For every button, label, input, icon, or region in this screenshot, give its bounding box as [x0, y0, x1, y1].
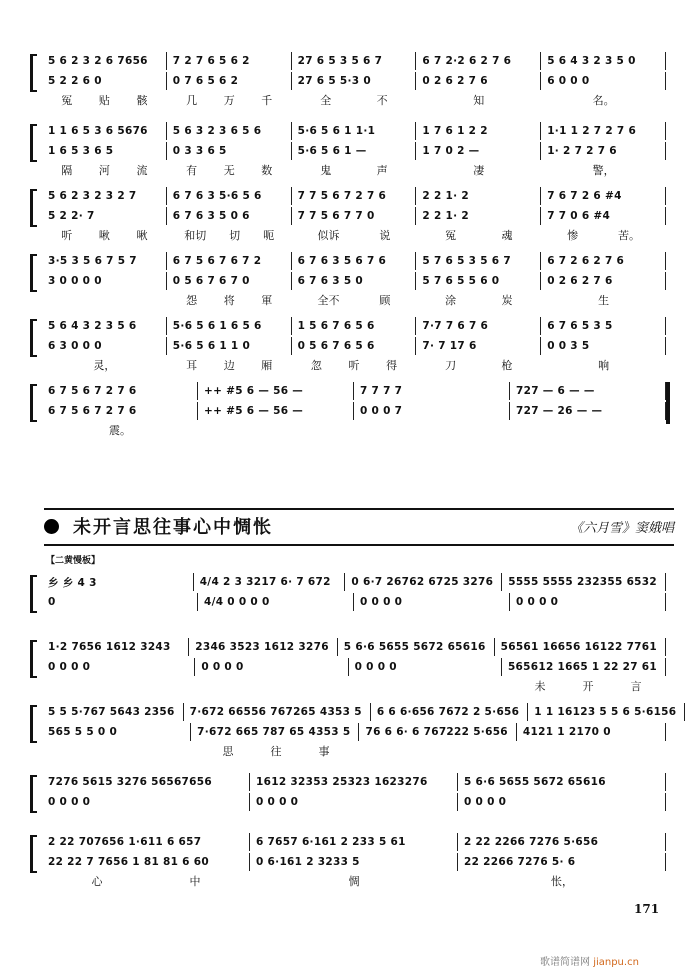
measure: 1·2 7656 1612 3243 [42, 638, 189, 656]
lyrics-line [42, 743, 666, 759]
measure: 6 7 2 6 2 7 6 [541, 252, 666, 270]
lyric-text: 冤 魂 [445, 229, 513, 242]
lyric-text: 惆 [348, 875, 360, 888]
measure: 5 6 2 3 2 3 2 7 [42, 187, 167, 205]
measure: 5 7 6 5 5 6 0 [416, 272, 541, 290]
system-brace [30, 640, 37, 678]
measure: 0 0 0 0 [458, 793, 666, 811]
lyric-text: 未 开 言 [534, 680, 642, 693]
measure: 1 1 16123 5 5 6 5·6156 [528, 703, 685, 721]
measure: 3 0 0 0 0 [42, 272, 167, 290]
measure: 7·672 66556 767265 4353 5 [184, 703, 371, 721]
measure: 0 0 0 0 [42, 793, 250, 811]
measure: 2 2 1· 2 [416, 187, 541, 205]
lower-staff [42, 593, 666, 611]
measure: 0 0 0 0 [354, 593, 510, 611]
lyric-text: 听 啾 啾 [61, 229, 148, 242]
measure: 7 7 5 6 7 2 7 6 [292, 187, 417, 205]
system-brace [30, 705, 37, 743]
watermark [540, 953, 639, 968]
measure: 0 0 0 0 [510, 593, 666, 611]
measure: 0 6·7 26762 6725 3276 [345, 573, 502, 591]
measure: 2 22 707656 1·611 6 657 [42, 833, 250, 851]
lyric-text: 惨 苦。 [567, 229, 641, 242]
measure: 7·7 7 6 7 6 [416, 317, 541, 335]
lower-staff [42, 142, 666, 160]
lower-staff [42, 72, 666, 90]
measure: 5·6 5 6 1 1 0 [167, 337, 292, 355]
upper-staff [42, 187, 666, 205]
system-brace [30, 384, 37, 422]
upper-staff [42, 703, 677, 721]
lyric-text: 生 [598, 294, 610, 307]
lyric-text [510, 613, 666, 629]
measure: 1 5 6 7 6 5 6 [292, 317, 417, 335]
upper-staff [42, 573, 666, 591]
lyric-text: 名。 [592, 94, 615, 107]
lower-staff [42, 207, 666, 225]
lyric-text: 全不 顾 [317, 294, 391, 307]
upper-staff [42, 252, 666, 270]
measure: 6 7 2·2 6 2 7 6 [416, 52, 541, 70]
system-brace [30, 775, 37, 813]
measure: 0 2 6 2 7 6 [541, 272, 666, 290]
measure: 6 7 6 3 5·6 5 6 [167, 187, 292, 205]
measure: 6 7657 6·161 2 233 5 61 [250, 833, 458, 851]
measure: 5·6 5 6 1 — [292, 142, 417, 160]
system-brace [30, 319, 37, 357]
lyric-text: 震。 [109, 424, 131, 437]
upper-staff [42, 773, 666, 791]
lyric-text: 凄 [473, 164, 485, 177]
measure: 7 7 7 7 [354, 382, 510, 400]
upper-staff [42, 638, 666, 656]
lyrics-line [42, 873, 666, 889]
lyric-text [42, 743, 198, 759]
measure: 56561 16656 16122 7761 [495, 638, 666, 656]
measure: 7· 7 17 6 [416, 337, 541, 355]
lyric-text [458, 813, 666, 829]
lyric-text: 响 [598, 359, 610, 372]
measure: 27 6 5 3 5 6 7 [292, 52, 417, 70]
lyrics-line [42, 162, 666, 178]
lyric-text [250, 813, 458, 829]
measure: 7 7 0 6 #4 [541, 207, 666, 225]
lyric-text: 刀 枪 [445, 359, 513, 372]
measure: 5·6 5 6 1 1·1 [292, 122, 417, 140]
lyrics-line [42, 227, 666, 243]
measure: 5 5 5·767 5643 2356 [42, 703, 184, 721]
measure: 6 6 6·656 7672 2 5·656 [371, 703, 528, 721]
measure: 7 6 7 2 6 #4 [541, 187, 666, 205]
measure: ++ #5 6 — 56 — [198, 382, 354, 400]
system-brace [30, 575, 37, 613]
measure: 727 — 26 — — [510, 402, 666, 420]
measure: 6 7 6 5 3 5 [541, 317, 666, 335]
measure: 5 6·6 5655 5672 65616 [458, 773, 666, 791]
measure: 565612 1665 1 22 27 61 [502, 658, 666, 676]
lyric-text: 怨 将 軍 [186, 294, 273, 307]
measure: 6 7 5 6 7 6 7 2 [167, 252, 292, 270]
lyric-text [510, 743, 666, 759]
measure: 4/4 2 3 3217 6· 7 672 [194, 573, 346, 591]
measure: 5 2 2· 7 [42, 207, 167, 225]
measure: 0 5 6 7 6 5 6 [292, 337, 417, 355]
lyrics-line [42, 613, 666, 629]
lyric-text [42, 813, 250, 829]
lyric-text: 鬼 声 [320, 164, 388, 177]
system-brace [30, 254, 37, 292]
lyric-text: 耳 边 厢 [186, 359, 273, 372]
measure: 1 7 6 1 2 2 [416, 122, 541, 140]
measure: 1·1 1 2 7 2 7 6 [541, 122, 666, 140]
lyric-text: 忽 听 得 [310, 359, 398, 372]
measure: 7 7 5 6 7 7 0 [292, 207, 417, 225]
final-double-barline [666, 382, 670, 424]
lower-staff [42, 337, 666, 355]
system-brace [30, 54, 37, 92]
lyric-text [354, 678, 510, 694]
lower-staff [42, 402, 666, 420]
measure: 0 0 0 0 [42, 658, 195, 676]
measure: 6 3 0 0 0 [42, 337, 167, 355]
lower-staff [42, 272, 666, 290]
lyric-text: 和切 切 呃 [184, 229, 275, 242]
lyric-text: 知 [473, 94, 485, 107]
measure: 3·5 3 5 6 7 5 7 [42, 252, 167, 270]
lyric-text: 心 中 [91, 875, 201, 888]
measure: 7 2 7 6 5 6 2 [167, 52, 292, 70]
measure: 565 5 5 0 0 [42, 723, 191, 741]
piece-title-bar [44, 511, 674, 541]
lyric-text: 冤 贴 骸 [61, 94, 148, 107]
measure: 5 6 2 3 2 6 7656 [42, 52, 167, 70]
measure: 乡 乡 4 3 [42, 573, 194, 591]
score-system [34, 252, 666, 310]
score-system [34, 122, 666, 180]
lyric-text: 涂 炭 [445, 294, 513, 307]
measure: 5 6 4 3 2 3 5 6 [42, 317, 167, 335]
score-system [34, 833, 666, 891]
upper-staff [42, 382, 666, 400]
lyric-text: 警， [592, 164, 615, 177]
measure: 6 7 6 3 5 0 6 [167, 207, 292, 225]
measure: 7276 5615 3276 56567656 [42, 773, 250, 791]
lyrics-line [42, 357, 666, 373]
measure: 22 22 7 7656 1 81 81 6 60 [42, 853, 250, 871]
upper-staff [42, 317, 666, 335]
page-number: 171 [634, 902, 660, 916]
measure: 0 5 6 7 6 7 0 [167, 272, 292, 290]
measure: 5 6·6 5655 5672 65616 [338, 638, 495, 656]
lyrics-line [42, 813, 666, 829]
upper-staff [42, 833, 666, 851]
lyric-text [354, 743, 510, 759]
lower-staff [42, 853, 666, 871]
measure: 5 7 6 5 3 5 6 7 [416, 252, 541, 270]
lyric-text: 几 万 千 [186, 94, 273, 107]
system-brace [30, 835, 37, 873]
lyric-text: 有 无 数 [186, 164, 273, 177]
measure: 0 0 0 0 [250, 793, 458, 811]
piece-source: 《六月雪》窦娥唱 [569, 520, 674, 536]
lyric-text [198, 613, 354, 629]
section-bottom-rule [44, 544, 674, 546]
measure: ++ #5 6 — 56 — [198, 402, 354, 420]
measure: 6 0 0 0 [541, 72, 666, 90]
lyric-text [42, 678, 198, 694]
measure: 0 0 0 0 [195, 658, 348, 676]
lower-staff [42, 793, 666, 811]
measure: 5·6 5 6 1 6 5 6 [167, 317, 292, 335]
measure: 6 7 6 3 5 0 [292, 272, 417, 290]
lyric-text: 似诉 说 [317, 229, 391, 242]
system-brace [30, 124, 37, 162]
upper-staff [42, 122, 666, 140]
lyric-text [198, 678, 354, 694]
lyrics-line [42, 292, 666, 308]
measure: 2 22 2266 7276 5·656 [458, 833, 666, 851]
measure: 2346 3523 1612 3276 [189, 638, 338, 656]
score-system [34, 382, 666, 440]
measure: 5555 5555 232355 6532 [502, 573, 666, 591]
measure: 0 6·161 2 3233 5 [250, 853, 458, 871]
measure: 4121 1 2170 0 [517, 723, 666, 741]
score-system [34, 52, 666, 110]
score-system [34, 703, 677, 761]
measure: 6 7 5 6 7 2 7 6 [42, 402, 198, 420]
measure: 0 [42, 593, 198, 611]
measure: 7·672 665 787 65 4353 5 [191, 723, 359, 741]
lyric-text: 怅， [551, 875, 573, 888]
measure: 0 3 3 6 5 [167, 142, 292, 160]
upper-staff [42, 52, 666, 70]
measure: 5 2 2 6 0 [42, 72, 167, 90]
piece-title: 未开言思往事心中惆怅 [73, 517, 273, 538]
measure: 1 1 6 5 3 6 5676 [42, 122, 167, 140]
measure: 6 7 5 6 7 2 7 6 [42, 382, 198, 400]
measure: 0 0 0 0 [349, 658, 502, 676]
score-system [34, 187, 666, 245]
measure: 4/4 0 0 0 0 [198, 593, 354, 611]
measure: 1 7 0 2 — [416, 142, 541, 160]
lyrics-line [42, 678, 666, 694]
measure: 0 0 3 5 [541, 337, 666, 355]
measure: 22 2266 7276 5· 6 [458, 853, 666, 871]
score-system [34, 638, 666, 696]
measure: 76 6 6· 6 767222 5·656 [359, 723, 516, 741]
measure: 2 2 1· 2 [416, 207, 541, 225]
measure: 0 7 6 5 6 2 [167, 72, 292, 90]
system-brace [30, 189, 37, 227]
measure: 1· 2 7 2 7 6 [541, 142, 666, 160]
lyric-text: 灵， [93, 359, 116, 372]
lyric-text [42, 613, 198, 629]
lyric-text [42, 292, 167, 308]
lyric-text: 隔 河 流 [61, 164, 148, 177]
lyrics-line [42, 92, 666, 108]
bullet-icon [44, 519, 59, 534]
lyric-text: 全 不 [320, 94, 388, 107]
watermark-cn: 歌谱简谱网 [540, 957, 590, 968]
measure: 6 7 6 3 5 6 7 6 [292, 252, 417, 270]
lower-staff [42, 723, 666, 741]
watermark-en: jianpu.cn [593, 957, 639, 968]
lower-staff [42, 658, 666, 676]
measure: 1 6 5 3 6 5 [42, 142, 167, 160]
lyric-text [510, 422, 666, 438]
measure: 0 2 6 2 7 6 [416, 72, 541, 90]
measure: 27 6 5 5·3 0 [292, 72, 417, 90]
score-system [34, 773, 666, 831]
section-top-rule [44, 508, 674, 510]
lyric-text [354, 422, 510, 438]
lyrics-line [42, 422, 666, 438]
measure: 727 — 6 — — [510, 382, 666, 400]
score-system [34, 573, 666, 631]
lyric-text [198, 422, 354, 438]
lyric-text: 思 往 事 [222, 745, 330, 758]
measure: 0 0 0 7 [354, 402, 510, 420]
measure: 1612 32353 25323 1623276 [250, 773, 458, 791]
measure: 5 6 4 3 2 3 5 0 [541, 52, 666, 70]
measure: 5 6 3 2 3 6 5 6 [167, 122, 292, 140]
tempo-marking: 【二黄慢板】 [46, 556, 101, 566]
lyric-text [354, 613, 510, 629]
score-system [34, 317, 666, 375]
